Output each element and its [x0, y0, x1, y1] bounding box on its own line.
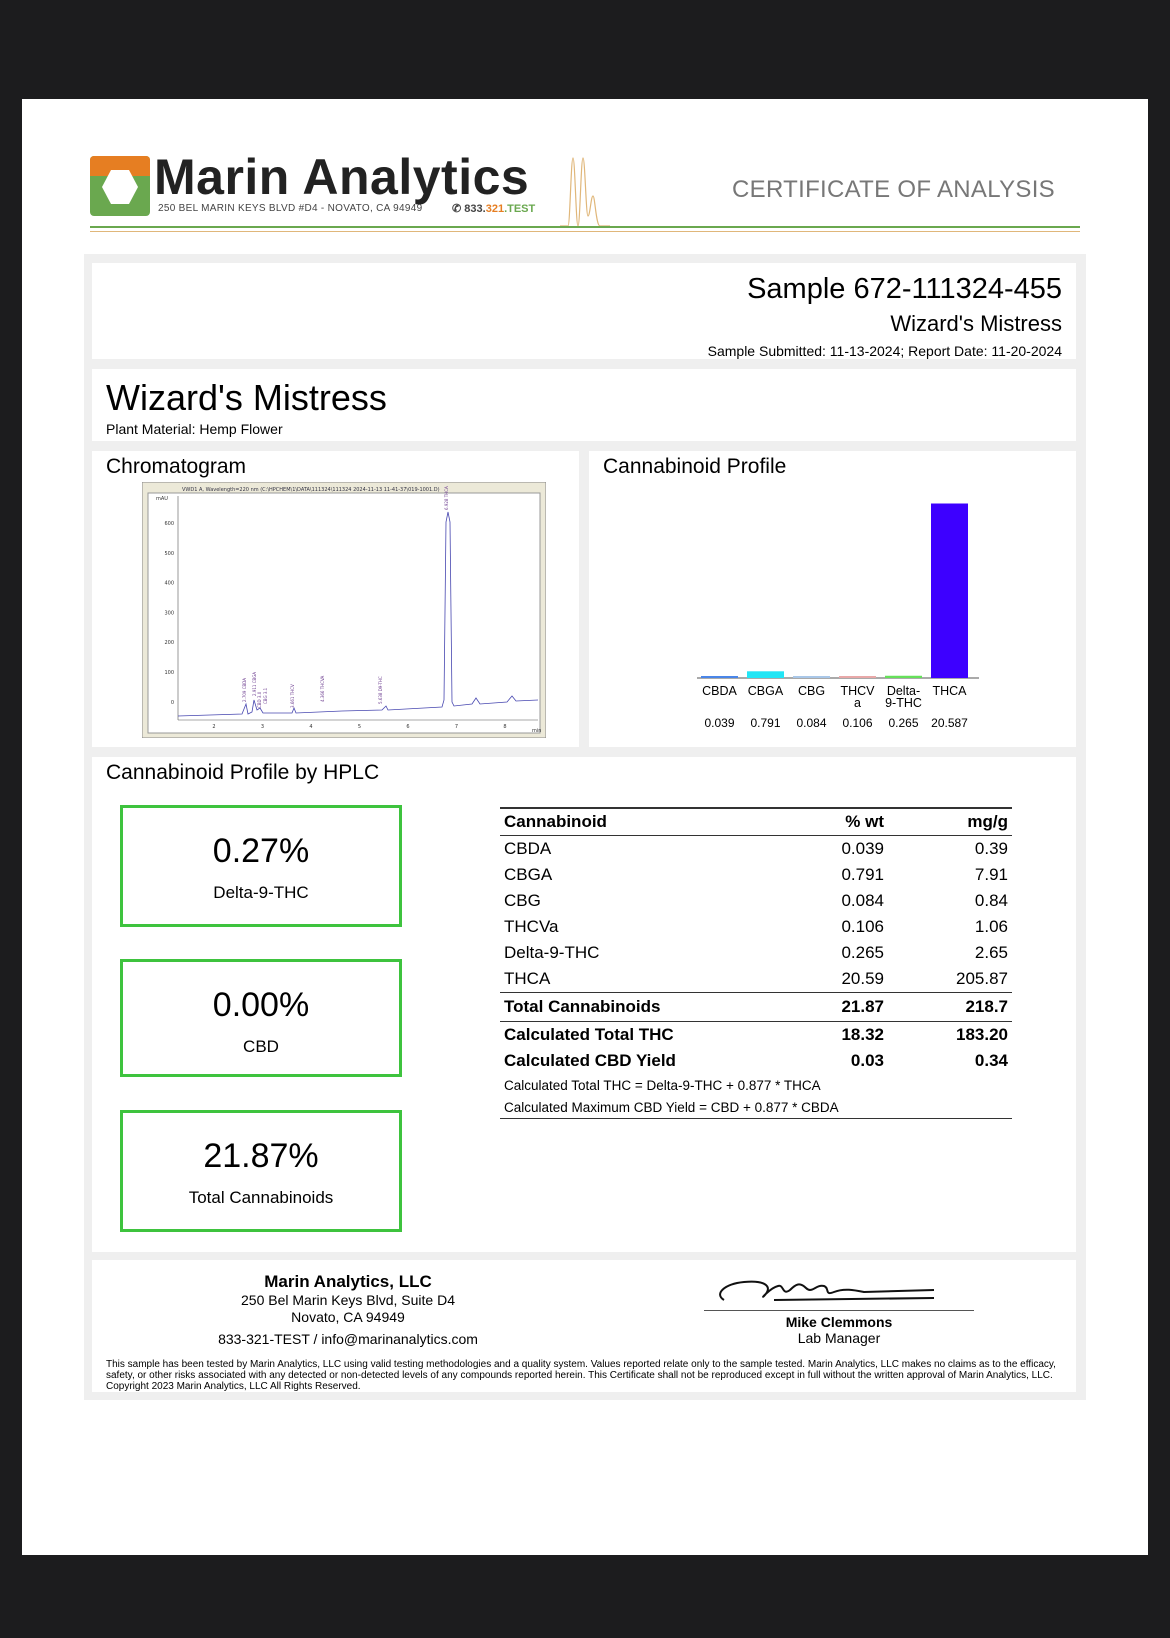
table-cell: Calculated CBD Yield [504, 1051, 676, 1070]
sample-id: Sample 672-111324-455 [747, 273, 1062, 305]
table-cell: 20.59 [841, 969, 884, 988]
table-row [500, 940, 1012, 966]
x-unit: min [532, 728, 542, 734]
formula-note: Calculated Total THC = Delta-9-THC + 0.877 * THCA [504, 1077, 821, 1093]
product-material: Plant Material: Hemp Flower [106, 421, 283, 437]
table-cell: 0.084 [841, 891, 884, 910]
category-label: CBGA [747, 684, 784, 698]
footer-contact: 833-321-TEST / info@marinanalytics.com [218, 1331, 478, 1347]
peak-label: CBD 3.0 [257, 691, 262, 708]
chromatogram-peaks-icon [560, 156, 610, 228]
report-frame [84, 254, 1086, 1400]
result-box-delta9 [120, 805, 402, 927]
table-cell: Calculated Total THC [504, 1025, 674, 1044]
category-label: a [854, 696, 861, 710]
category-label: 9-THC [885, 696, 922, 710]
header-divider [90, 226, 1080, 228]
signer-name: Mike Clemmons [785, 1314, 893, 1330]
table-cell: 183.20 [956, 1025, 1008, 1044]
peak-label: 2.911 CBGA [252, 671, 257, 696]
document-title: CERTIFICATE OF ANALYSIS [732, 176, 1055, 203]
y-tick-label: 500 [164, 550, 174, 557]
x-tick-label: 3 [260, 724, 265, 730]
formula-note-row [500, 1074, 1012, 1096]
marin-analytics-logo-icon [90, 156, 150, 216]
y-tick-label: 100 [164, 670, 174, 676]
total-row [500, 993, 1012, 1022]
footer-company: Marin Analytics, LLC [264, 1272, 432, 1291]
category-label: THCV [840, 684, 875, 698]
value-label: 0.791 [750, 716, 781, 730]
bar-3 [839, 676, 876, 678]
bar-4 [885, 676, 922, 678]
table-cell: CBGA [504, 865, 553, 884]
hplc-panel [92, 757, 1076, 1252]
table-cell: 2.65 [974, 943, 1008, 962]
y-tick-label: 0 [170, 699, 174, 706]
y-tick-label: 300 [164, 610, 174, 617]
result-box-total [120, 1110, 402, 1232]
table-cell: THCA [504, 969, 551, 988]
chromatogram-figure [142, 482, 546, 738]
table-cell: 0.106 [841, 917, 884, 936]
phone-part: .TEST [504, 203, 536, 215]
sample-dates: Sample Submitted: 11-13-2024; Report Date: 11-20-2024 [707, 343, 1062, 359]
peak-label: 4.366 THCVA [320, 675, 325, 702]
table-row [500, 966, 1012, 993]
signature-line [704, 1310, 974, 1311]
chromatogram-title: Chromatogram [106, 455, 247, 478]
table-cell: 0.03 [850, 1051, 884, 1070]
calc-cbd-row [500, 1048, 1012, 1074]
value-label: 0.039 [704, 716, 735, 730]
bar-5 [931, 504, 968, 678]
table-cell: 1.06 [974, 917, 1008, 936]
sample-header-panel [92, 263, 1076, 359]
category-label: CBDA [702, 684, 737, 698]
formula-note: Calculated Maximum CBD Yield = CBD + 0.877 * CBDA [500, 1096, 1012, 1119]
bar-1 [747, 671, 784, 678]
x-tick-label: 7 [454, 724, 459, 730]
product-name: Wizard's Mistress [106, 377, 387, 418]
x-tick-label: 8 [503, 724, 507, 730]
x-tick-label: 5 [357, 724, 362, 730]
table-cell: 205.87 [956, 969, 1008, 988]
table-cell: CBDA [504, 839, 552, 858]
column-header: mg/g [908, 808, 1012, 836]
result-value: 0.27% [212, 832, 310, 870]
brand-address: 250 BEL MARIN KEYS BLVD #D4 - NOVATO, CA 94949 [158, 203, 423, 214]
calc-thc-row [500, 1022, 1012, 1049]
result-label: Total Cannabinoids [188, 1188, 334, 1207]
chromatogram-panel [92, 451, 579, 747]
table-cell: THCVa [504, 917, 559, 936]
category-label: CBG [797, 684, 826, 698]
formula-note-row [500, 1096, 1012, 1119]
table-cell: 0.84 [974, 891, 1008, 910]
y-tick-label: 200 [164, 640, 174, 647]
result-label: Delta-9-THC [213, 883, 309, 902]
column-header: % wt [800, 808, 908, 836]
value-label: 20.587 [931, 716, 968, 730]
hplc-title: Cannabinoid Profile by HPLC [106, 761, 380, 784]
y-unit: mAU [156, 496, 168, 502]
table-row [500, 862, 1012, 888]
table-row [500, 914, 1012, 940]
cannabinoid-profile-panel [589, 451, 1076, 747]
category-label: Delta- [886, 684, 921, 698]
table-cell: CBG [504, 891, 541, 910]
x-tick-label: 2 [212, 724, 216, 730]
disclaimer-text: This sample has been tested by Marin Analytics, LLC using valid testing methodologies and a quality system. Values reported relate only to the sample tested. Marin Analytics, LLC makes no claims as to the efficacy, safety, or other risks associated with any detected or non-detected levels of any compounds reported herein. This Certificate shall not be reproduced except in full without the written approval of Marin Analytics, LLC. Copyright 2023 Marin Analytics, LLC All Rights Reserved. [106, 1359, 1056, 1392]
peak-label: 5.638 D9-THC [378, 676, 383, 704]
header-divider [90, 231, 1080, 232]
result-label: CBD [243, 1037, 279, 1056]
footer-address2: Novato, CA 94949 [291, 1309, 405, 1325]
brand-phone: ✆ 833.321.TEST [452, 203, 536, 215]
x-tick-label: 6 [406, 724, 410, 730]
brand-name: Marin Analytics [154, 149, 530, 205]
table-cell: 7.91 [974, 865, 1008, 884]
table-row [500, 836, 1012, 863]
table-cell: Delta-9-THC [504, 943, 600, 962]
peak-label: 6.928 THCA [444, 486, 449, 510]
signer-title: Lab Manager [797, 1330, 881, 1346]
profile-chart-title: Cannabinoid Profile [603, 455, 787, 478]
value-label: 0.106 [842, 716, 873, 730]
cannabinoid-table [500, 807, 1012, 1119]
bar-0 [701, 676, 738, 678]
result-value: 0.00% [212, 986, 310, 1024]
column-header: Cannabinoid [500, 808, 800, 836]
sample-name: Wizard's Mistress [890, 311, 1062, 336]
signature-icon [704, 1270, 944, 1310]
table-cell: Total Cannabinoids [500, 993, 800, 1022]
cannabinoid-bar-chart [589, 451, 1076, 747]
footer-panel [92, 1260, 1076, 1392]
table-cell: 0.039 [841, 839, 884, 858]
table-cell: 0.39 [974, 839, 1008, 858]
y-tick-label: 600 [164, 521, 174, 527]
peak-label: 3.661 THCV [290, 684, 295, 708]
peak-label: CBG 3.1 [263, 687, 268, 704]
x-tick-label: 4 [309, 724, 313, 730]
value-label: 0.265 [888, 716, 919, 730]
table-cell: 218.7 [908, 993, 1012, 1022]
table-cell: 18.32 [841, 1025, 884, 1044]
bar-2 [793, 676, 830, 678]
chromatogram-header-text: VWD1 A, Wavelength=220 nm (C:\HPCHEM\1\DATA\111324\111324 2024-11-13 11-41-37\019-1001.D) [182, 487, 440, 493]
table-header-row [500, 808, 1012, 836]
product-panel [92, 369, 1076, 441]
result-box-cbd [120, 959, 402, 1077]
category-label: THCA [932, 684, 967, 698]
value-label: 0.084 [796, 716, 827, 730]
phone-part: 833. [464, 203, 486, 215]
y-tick-label: 400 [164, 580, 174, 587]
phone-part: 321 [485, 203, 505, 215]
table-cell: 0.34 [974, 1051, 1008, 1070]
footer-address1: 250 Bel Marin Keys Blvd, Suite D4 [241, 1292, 455, 1308]
table-cell: 21.87 [800, 993, 908, 1022]
table-row [500, 888, 1012, 914]
peak-label: 2.709 CBDA [242, 677, 247, 702]
table-cell: 0.265 [841, 943, 884, 962]
table-cell: 0.791 [841, 865, 884, 884]
result-value: 21.87% [203, 1137, 319, 1175]
